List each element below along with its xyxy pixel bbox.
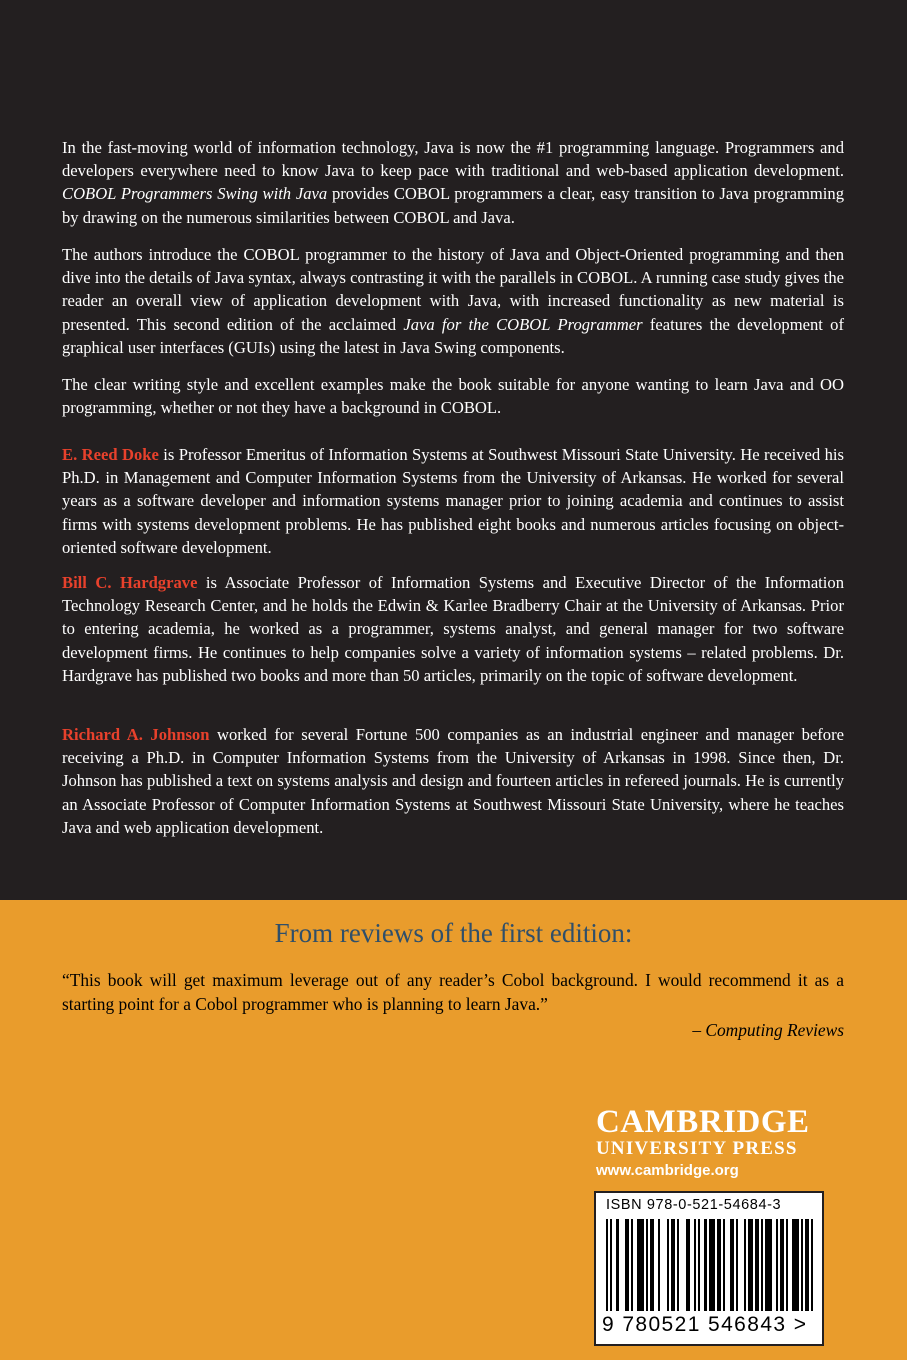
author-bio-text: is Professor Emeritus of Information Systems at Southwest Missouri State University. He received his Ph.D. in Management and Computer Information Systems from the University of Arkansas. He worked for several years as a software developer and information systems manager prior to joining academia and continues to assist firms with systems development problems. He has published eight books and numerous articles focusing on object-oriented software development. [62, 445, 844, 557]
author-name: Richard A. Johnson [62, 725, 210, 744]
book-title: COBOL Programmers Swing with Java [62, 184, 328, 204]
publisher-subtitle: UNIVERSITY PRESS [596, 1138, 798, 1159]
isbn-barcode [594, 1191, 824, 1346]
description-text: provides COBOL programmers a clear, easy transition to Java programming by drawing on the numerous similarities between COBOL and Java. [62, 184, 845, 227]
description-text: features the development of graphical user interfaces (GUIs) using the latest in Java Swing components. [62, 314, 844, 357]
barcode-digits: 9 780521 546843 > [602, 1313, 808, 1336]
description-text: In the fast-moving world of information technology, Java is now the #1 programming language. Programmers and developers everywhere need to know Java to keep pace with traditional and web-based application development. [62, 138, 844, 181]
reviews-heading: From reviews of the first edition: [274, 918, 633, 948]
barcode-stripe [813, 1219, 815, 1311]
author-bio [62, 443, 844, 559]
publisher-url: www.cambridge.org [596, 1162, 739, 1179]
publisher-name: CAMBRIDGE [596, 1104, 810, 1140]
author-name: Bill C. Hardgrave [62, 573, 198, 592]
description-paragraph [62, 136, 844, 229]
review-quote: “This book will get maximum leverage out of any reader’s Cobol background. I would recommend it as a starting point for a Cobol programmer who is planning to learn Java.” [62, 970, 844, 1014]
author-bio [62, 723, 844, 839]
publisher-logo [596, 1105, 846, 1181]
isbn-label: ISBN 978-0-521-54684-3 [606, 1197, 782, 1213]
author-bio [62, 571, 844, 687]
author-name: E. Reed Doke [62, 445, 159, 464]
book-title: Java for the COBOL Programmer [403, 314, 643, 334]
barcode-bars [606, 1219, 816, 1311]
review-source: – Computing Reviews [692, 1020, 844, 1040]
description-paragraph: The clear writing style and excellent examples make the book suitable for anyone wanting to learn Java and OO programming, whether or not they have a background in COBOL. [62, 375, 844, 418]
description-paragraph [62, 243, 844, 359]
author-bio-text: is Associate Professor of Information Systems and Executive Director of the Information Technology Research Center, and he holds the Edwin & Karlee Bradberry Chair at the University of Arkansas. Prior to entering academia, he worked as a programmer, systems analyst, and general manager for two software development firms. He continues to help companies solve a variety of information systems – related problems. Dr. Hardgrave has published two books and more than 50 articles, primarily on the topic of software development. [62, 573, 845, 685]
author-bio-text: worked for several Fortune 500 companies as an industrial engineer and manager before receiving a Ph.D. in Computer Information Systems from the University of Arkansas in 1998. Since then, Dr. Johnson has published a text on systems analysis and design and fourteen articles in refereed journals. He is currently an Associate Professor of Computer Information Systems at Southwest Missouri State University, where he teaches Java and web application development. [62, 725, 844, 837]
description-text: The authors introduce the COBOL programmer to the history of Java and Object-Oriented programming and then dive into the details of Java syntax, always contrasting it with the parallels in COBOL. A running case study gives the reader an overall view of application development with Java, with increased functionality as new material is presented. This second edition of the acclaimed [62, 245, 844, 334]
